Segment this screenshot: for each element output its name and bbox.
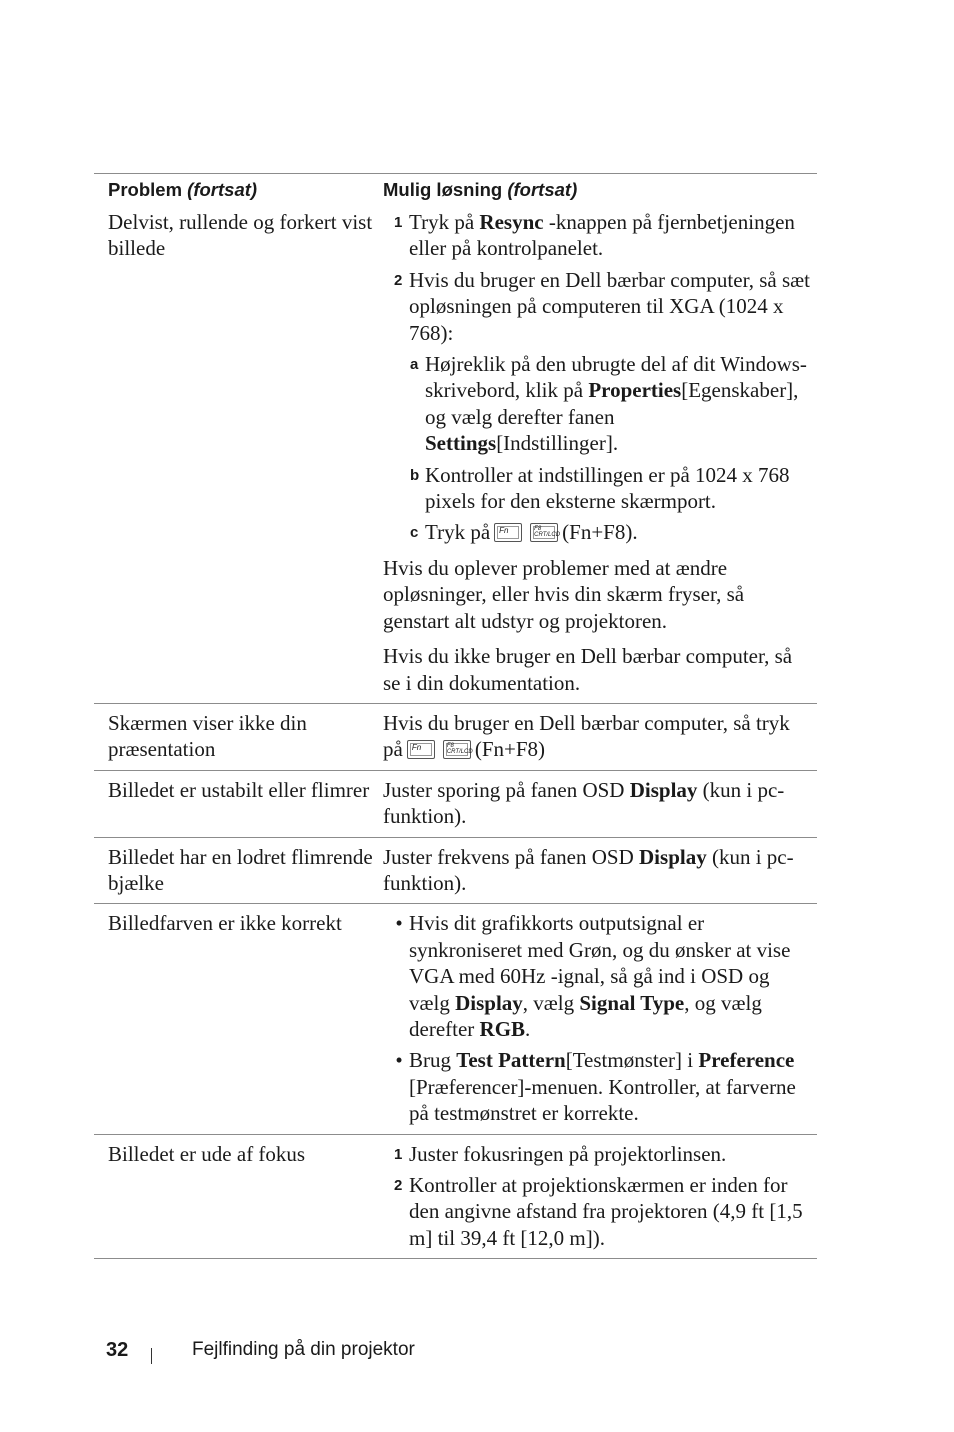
bullet-icon: • (395, 911, 403, 936)
footer-title: Fejlfinding på din projektor (192, 1339, 415, 1360)
note-paragraph: Hvis du oplever problemer med at ændre opløsninger, eller hvis din skærm fryser, så genstart alt udstyr og projektoren. (383, 555, 745, 633)
problem-cell: Billedet er ustabilt eller flimrer (108, 777, 370, 802)
bullet-icon: • (395, 1048, 403, 1073)
page-number: 32 (106, 1339, 129, 1361)
f8-key-icon: F8 CRT/LCD (530, 523, 558, 542)
table-row (94, 205, 817, 704)
table-row (94, 904, 817, 1134)
solution-cell: Juster sporing på fanen OSD Display (kun i pc-funktion). (383, 777, 785, 829)
fn-key-icon: Fn (494, 523, 522, 542)
problem-cell: Billedet har en lodret flimrende bjælke (108, 844, 373, 895)
footer-divider (151, 1348, 152, 1364)
solution-column-header: Mulig løsning (fortsat) (383, 179, 578, 200)
solution-cell (383, 910, 817, 1126)
note-paragraph: Hvis du ikke bruger en Dell bærbar computer, så se i din dokumentation. (383, 644, 793, 695)
bullet-item: • Brug Test Pattern[Testmønster] i Preference [Præferencer]-menuen. Kontroller, at farverne på testmønstret er korrekte. (383, 1047, 811, 1126)
step-item: 1 Juster fokusringen på projektorlinsen. (394, 1141, 727, 1166)
f8-key-icon: F8 CRT/LCD (443, 740, 471, 759)
table-header (94, 174, 817, 205)
table-row (94, 704, 817, 771)
solution-cell (383, 1141, 817, 1252)
problem-cell: Billedet er ude af fokus (108, 1141, 306, 1166)
problem-cell: Skærmen viser ikke din præsentation (108, 710, 307, 762)
solution-cell: Juster frekvens på fanen OSD Display (kun i pc-funktion). (383, 844, 794, 895)
step-item: 2 Hvis du bruger en Dell bærbar computer, så sæt opløsningen på computeren til XGA (1024 x 768): (394, 267, 810, 345)
troubleshooting-table (94, 173, 817, 1259)
table-row (94, 838, 817, 905)
table-row (94, 771, 817, 838)
fn-key-icon: Fn (407, 740, 435, 759)
solution-cell: Hvis du bruger en Dell bærbar computer, så tryk på Fn F8 CRT/LCD (Fn+F8) (383, 710, 790, 762)
step-item: 1 Tryk på Resync -knappen på fjernbetjeningen eller på kontrolpanelet. (394, 210, 795, 261)
bullet-item: • Hvis dit grafikkorts outputsignal er synkroniseret med Grøn, og du ønsker at vise VGA med 60Hz -ignal, så gå ind i OSD og vælg Display, vælg Signal Type, og vælg derefter RGB. (383, 910, 811, 1042)
table-row (94, 1135, 817, 1260)
problem-cell: Billedfarven er ikke korrekt (108, 911, 342, 936)
substep-item: b Kontroller at indstillingen er på 1024 x 768 pixels for den eksterne skærmport. (410, 462, 790, 514)
substep-item: a Højreklik på den ubrugte del af dit Windows-skrivebord, klik på Properties[Egenskaber], og vælg derefter fanen Settings[Indstillinger]. (410, 352, 807, 456)
solution-cell (383, 209, 817, 696)
problem-cell: Delvist, rullende og forkert vist billede (108, 210, 373, 261)
step-item: 2 Kontroller at projektionskærmen er inden for den angivne afstand fra projektoren (4,9 ft [1,5 m] til 39,4 ft [12,0 m]). (394, 1173, 803, 1250)
problem-column-header: Problem (fortsat) (108, 179, 258, 200)
substep-item: c Tryk på Fn F8 CRT/LCD (Fn+F8). (410, 520, 638, 545)
